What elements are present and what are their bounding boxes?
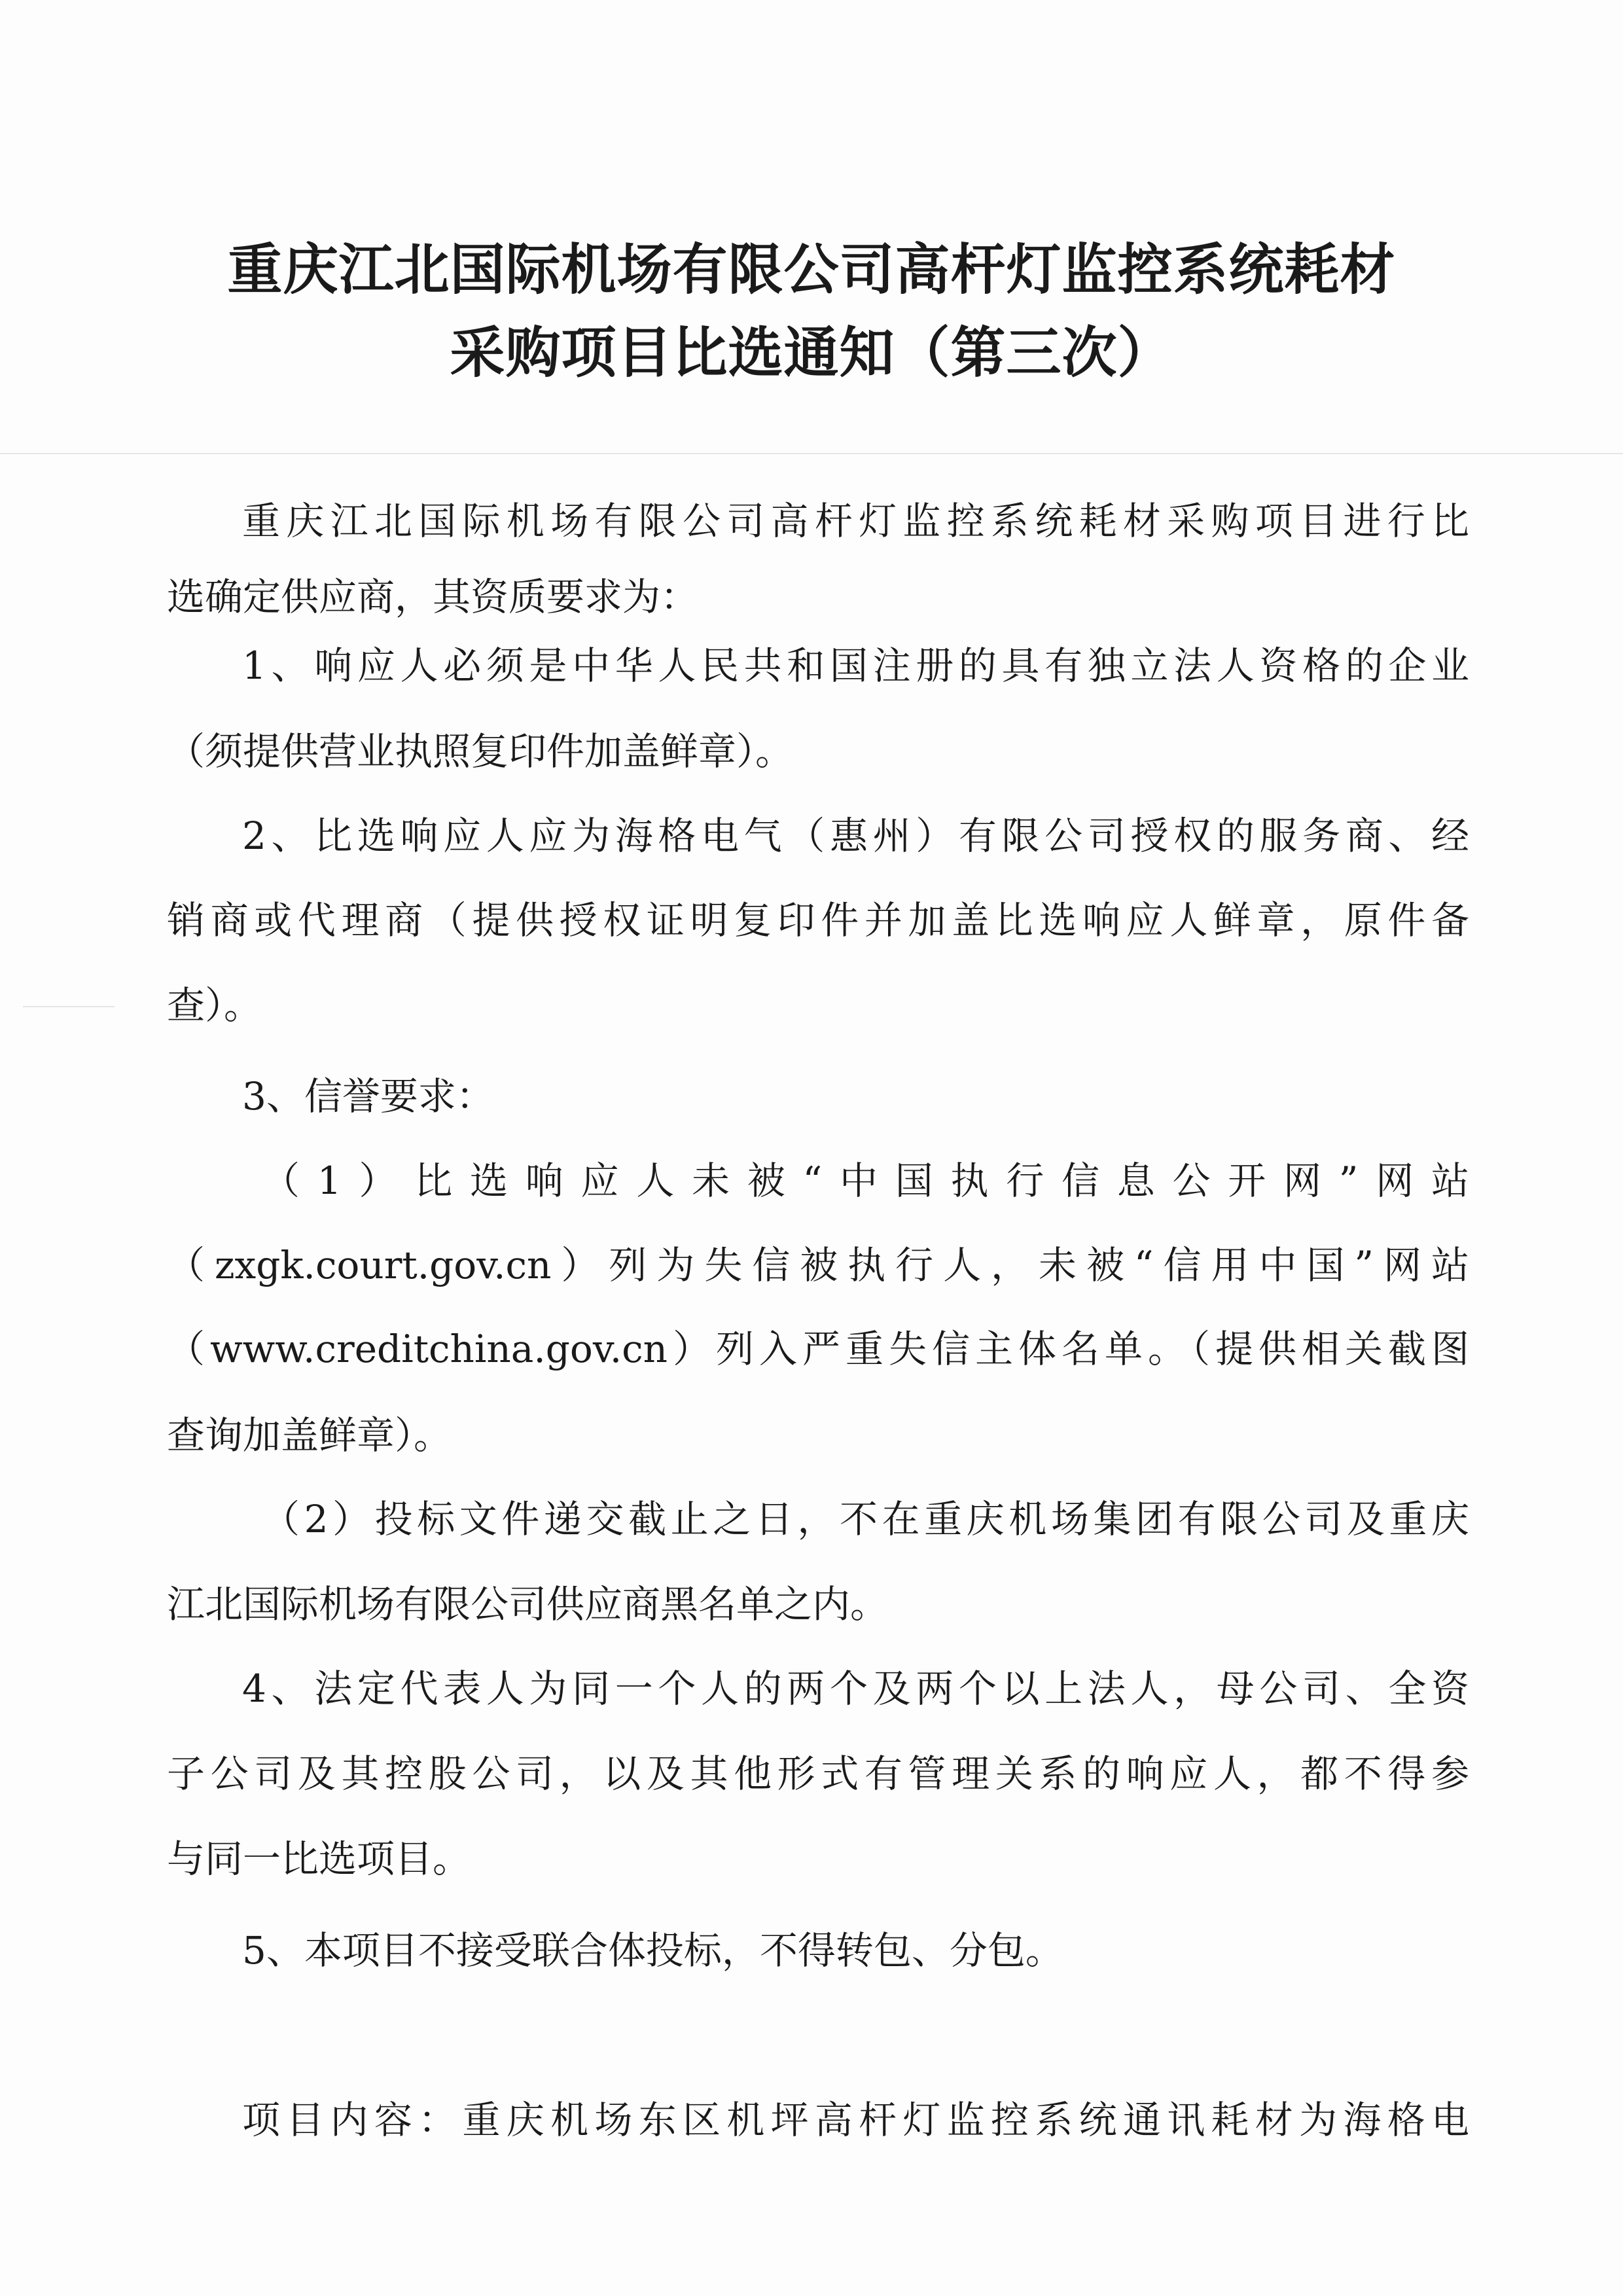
requirement-4-line-2: 子公司及其控股公司，以及其他形式有管理关系的响应人，都不得参 [167,1751,1469,1796]
requirement-3-2-line-2: 江北国际机场有限公司供应商黑名单之内。 [167,1582,889,1626]
document-title-line-2: 采购项目比选通知（第三次） [450,321,1173,385]
requirement-1-line-1: 1、响应人必须是中华人民共和国注册的具有独立法人资格的企业 [242,643,1469,688]
requirement-2-line-1: 2、比选响应人应为海格电气（惠州）有限公司授权的服务商、经 [242,814,1469,858]
requirement-3-1-line-3: （www.creditchina.gov.cn）列入严重失信主体名单。（提供相关截图 [167,1327,1469,1371]
scan-artifact-mark [23,1006,115,1007]
requirement-3-2-line-1: （2）投标文件递交截止之日，不在重庆机场集团有限公司及重庆 [262,1497,1469,1541]
requirement-3-heading: 3、信誉要求： [242,1074,494,1119]
requirement-1-line-2: （须提供营业执照复印件加盖鲜章）。 [167,729,794,774]
requirement-2-line-3: 查）。 [167,983,262,1028]
project-content-line-1: 项目内容：重庆机场东区机坪高杆灯监控系统通讯耗材为海格电 [242,2098,1469,2142]
paragraph-intro-line-1: 重庆江北国际机场有限公司高杆灯监控系统耗材采购项目进行比 [242,499,1469,543]
requirement-3-1-line-1: （1）比选响应人未被“中国执行信息公开网”网站 [262,1158,1469,1203]
requirement-3-1-line-4: 查询加盖鲜章）。 [167,1413,452,1458]
requirement-2-line-2: 销商或代理商（提供授权证明复印件并加盖比选响应人鲜章，原件备 [167,898,1469,942]
scan-artifact-line [0,453,1623,454]
requirement-4-line-3: 与同一比选项目。 [167,1837,471,1881]
paragraph-intro-line-2: 选确定供应商，其资质要求为： [167,575,699,619]
requirement-3-1-line-2: （zxgk.court.gov.cn）列为失信被执行人，未被“信用中国”网站 [167,1243,1469,1287]
requirement-5-line-1: 5、本项目不接受联合体投标，不得转包、分包。 [242,1928,1063,1973]
document-title-line-1: 重庆江北国际机场有限公司高杆灯监控系统耗材 [227,238,1396,302]
requirement-4-line-1: 4、法定代表人为同一个人的两个及两个以上法人，母公司、全资 [242,1666,1469,1711]
